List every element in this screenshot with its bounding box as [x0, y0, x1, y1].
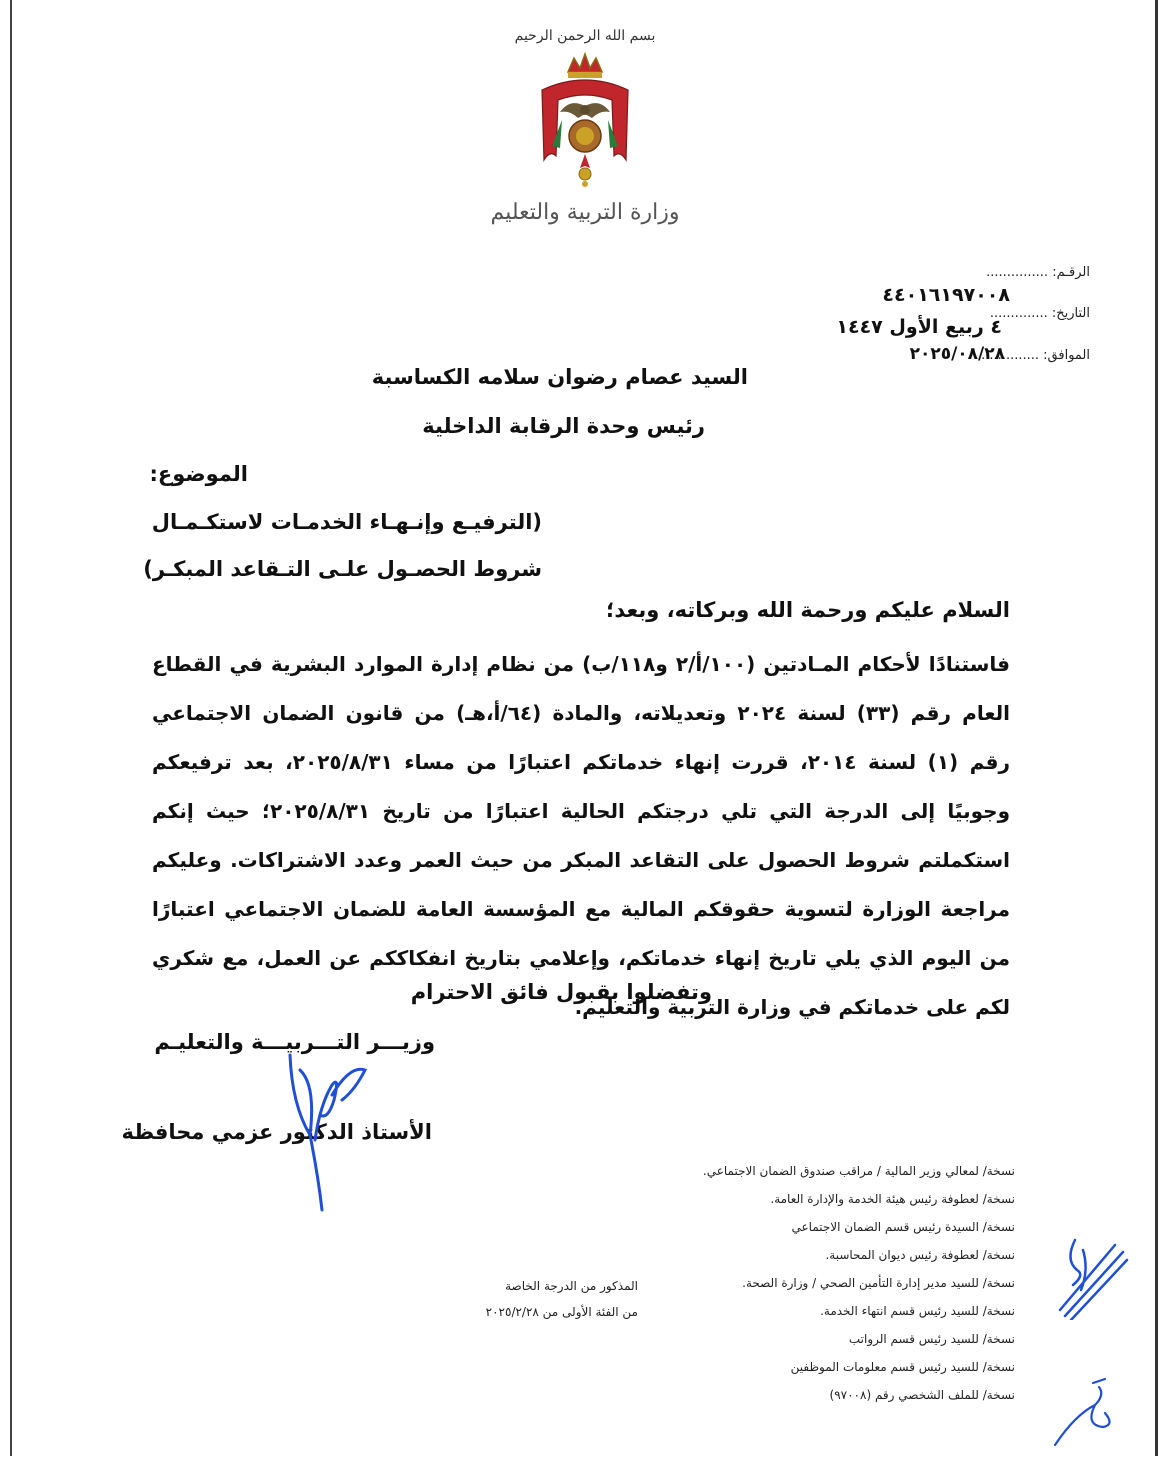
- grade-note-line-2: من الفئة الأولى من ٢٠٢٥/٢/٢٨: [485, 1305, 638, 1319]
- body-paragraph: فاستنادًا لأحكام المـادتين (١٠٠/أ/٢ و١١٨/ب) من نظام إدارة الموارد البشرية في القطاع العام رقم (٣٣) لسنة ٢٠٢٤ وتعديلاته، والمادة (٦٤/أ،هـ) من قانون الضمان الاجتماعي رقم (١) لسنة ٢٠١٤، قررت إنهاء خدماتكم اعتبارًا من مساء ٢٠٢٥/٨/٣١، بعد ترفيعكم وجوبيًا إلى الدرجة التي تلي درجتكم الحالية اعتبارًا من تاريخ ٢٠٢٥/٨/٣١؛ حيث إنكم استكملتم شروط الحصول على التقاعد المبكر من حيث العمر وعدد الاشتراكات. وعليكم مراجعة الوزارة لتسوية حقوقكم المالية مع المؤسسة العامة للضمان الاجتماعي اعتبارًا من اليوم الذي يلي تاريخ إنهاء خدماتكم، وإعلامي بتاريخ انفكاككم عن العمل، مع شكري لكم على خدماتكم في وزارة التربية والتعليم.: [152, 652, 1010, 1019]
- cc-item: نسخة/ للسيد رئيس قسم الرواتب: [848, 1332, 1015, 1346]
- recipient-name: السيد عصام رضوان سلامه الكساسبة: [371, 365, 748, 389]
- recipient-title: رئيس وحدة الرقابة الداخلية: [422, 414, 705, 438]
- initials-signature-icon: [1055, 1230, 1130, 1320]
- letterhead: [480, 28, 690, 225]
- reference-date: [990, 306, 1090, 321]
- cc-item: نسخة/ لعطوفة رئيس ديوان المحاسبة.: [825, 1248, 1015, 1262]
- initials-signature-icon: [1045, 1375, 1125, 1450]
- cc-item: نسخة/ للملف الشخصي رقم (٩٧٠٠٨): [829, 1388, 1015, 1402]
- basmala: بسم الله الرحمن الرحيم: [514, 28, 656, 44]
- subject-line-1: (الترفيـع وإنـهـاء الخدمـات لاستكـمـال: [151, 510, 542, 534]
- cc-item: نسخة/ لمعالي وزير المالية / مراقب صندوق الضمان الاجتماعي.: [702, 1164, 1015, 1178]
- subject-label: الموضوع:: [149, 462, 248, 486]
- cc-item: نسخة/ السيدة رئيس قسم الضمان الاجتماعي: [791, 1220, 1015, 1234]
- reference-number: [986, 265, 1090, 280]
- reference-number-value: ٤٤٠١٦١٩٧٠٠٨: [882, 284, 1010, 306]
- closing: وتفضلوا بقبول فائق الاحترام: [410, 980, 712, 1004]
- cc-item: نسخة/ للسيد رئيس قسم انتهاء الخدمة.: [820, 1304, 1015, 1318]
- minister-signature-icon: [270, 1045, 390, 1220]
- greeting: السلام عليكم ورحمة الله وبركاته، وبعد؛: [605, 598, 1010, 622]
- corresponding-label: الموافق: ..............: [981, 348, 1090, 363]
- grade-note: [486, 1273, 638, 1325]
- reference-corresponding-value: ٢٠٢٥/٠٨/٢٨: [909, 344, 1005, 364]
- minister-name: الأستاذ الدكتور عزمي محافظة: [121, 1120, 432, 1144]
- cc-item: نسخة/ للسيد رئيس قسم معلومات الموظفين: [790, 1360, 1015, 1374]
- reference-date-value: ٤ ربيع الأول ١٤٤٧: [836, 316, 1002, 338]
- cc-list: [703, 1157, 1015, 1409]
- date-label: التاريخ: ..............: [989, 306, 1090, 321]
- cc-item: نسخة/ للسيد مدير إدارة التأمين الصحي / وزارة الصحة.: [742, 1276, 1015, 1290]
- grade-note-line-1: المذكور من الدرجة الخاصة: [505, 1279, 638, 1293]
- number-label: الرقـم: ...............: [986, 265, 1090, 280]
- ministry-name: وزارة التربية والتعليم: [490, 200, 680, 225]
- minister-title: وزيـــر التـــربيـــة والتعليـم: [154, 1030, 435, 1054]
- subject-line-2: شروط الحصـول علـى التـقاعد المبكـر): [143, 557, 542, 581]
- jordan-coat-of-arms-icon: [530, 50, 640, 190]
- cc-item: نسخة/ لعطوفة رئيس هيئة الخدمة والإدارة العامة.: [770, 1192, 1015, 1206]
